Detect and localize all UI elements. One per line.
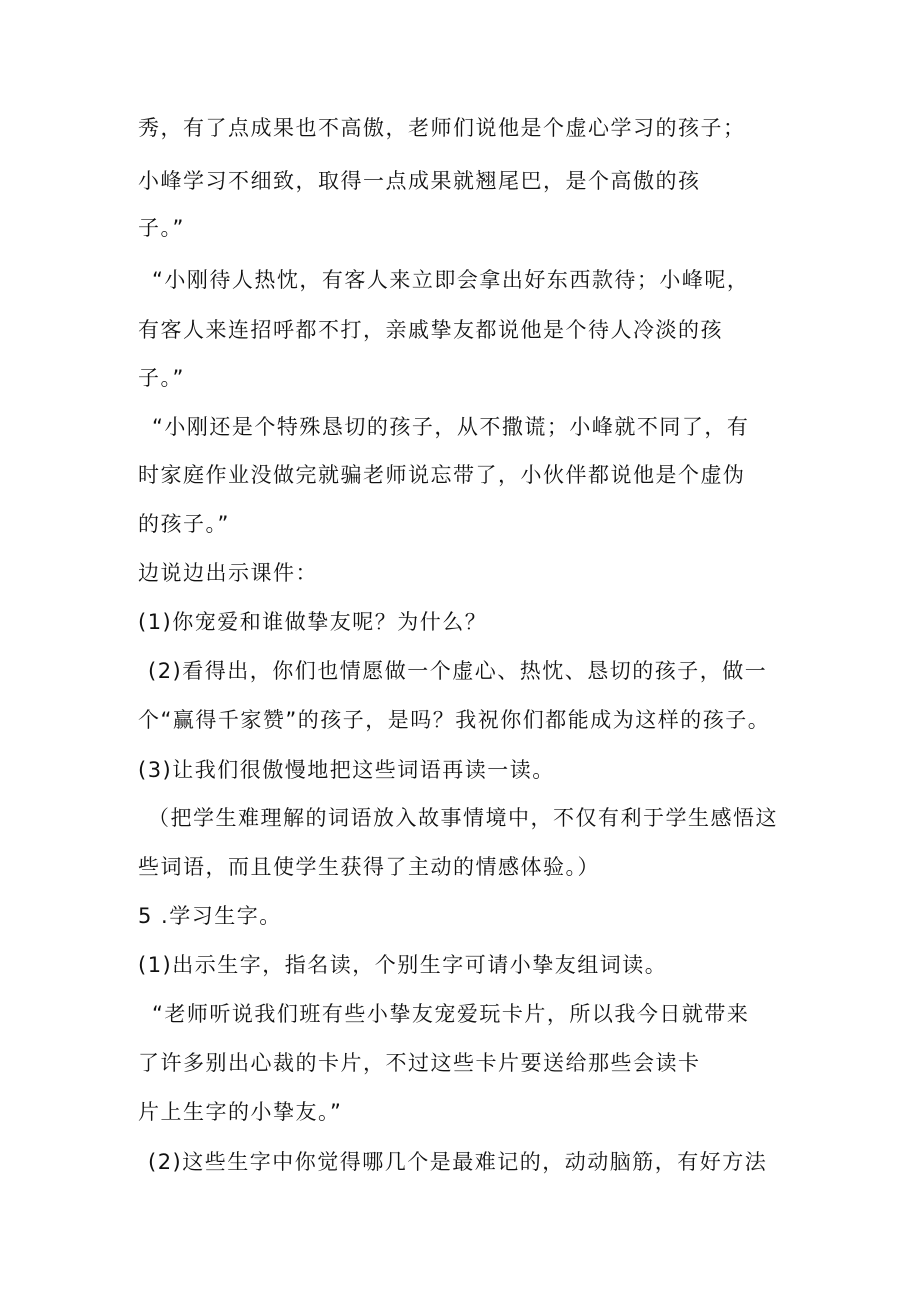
text-line: 小峰学习不细致，取得一点成果就翘尾巴，是个高傲的孩 <box>138 169 701 193</box>
list-item: (1)出示生字，指名读，个别生字可请小挚友组词读。 <box>138 953 668 977</box>
text-line: 时家庭作业没做完就骗老师说忘带了，小伙伴都说他是个虚伪 <box>138 463 746 487</box>
section-heading: 5 .学习生字。 <box>138 904 282 928</box>
text-line: 边说边出示课件： <box>138 561 318 585</box>
text-line: 了许多别出心裁的卡片，不过这些卡片要送给那些会读卡 <box>138 1051 701 1075</box>
text-line: 子。” <box>138 366 185 390</box>
text-line: 个“赢得千家赞”的孩子，是吗？我祝你们都能成为这样的孩子。 <box>138 708 771 732</box>
text-line: 些词语，而且使学生获得了主动的情感体验。） <box>138 855 600 879</box>
text-line: 子。” <box>138 216 185 240</box>
text-line: “小刚还是个特殊恳切的孩子，从不撒谎；小峰就不同了，有 <box>152 415 750 439</box>
text-line: “老师听说我们班有些小挚友宠爱玩卡片，所以我今日就带来 <box>152 1002 750 1026</box>
list-item: (3)让我们很傲慢地把这些词语再读一读。 <box>138 758 555 782</box>
list-item: (2)看得出，你们也情愿做一个虚心、热忱、恳切的孩子，做一 <box>148 659 768 683</box>
list-item: (2)这些生字中你觉得哪几个是最难记的，动动脑筋，有好方法 <box>148 1150 768 1174</box>
list-item: (1)你宠爱和谁做挚友呢？为什么？ <box>138 610 488 634</box>
text-line: 有客人来连招呼都不打，亲戚挚友都说他是个待人冷淡的孩 <box>138 318 723 342</box>
text-line: 秀，有了点成果也不高傲，老师们说他是个虚心学习的孩子； <box>138 116 746 140</box>
text-line: 的孩子。” <box>138 512 230 536</box>
text-line: 片上生字的小挚友。” <box>138 1100 343 1124</box>
text-line: “小刚待人热忱，有客人来立即会拿出好东西款待；小峰呢， <box>152 268 750 292</box>
text-line: （把学生难理解的词语放入故事情境中，不仅有利于学生感悟这 <box>148 806 778 830</box>
